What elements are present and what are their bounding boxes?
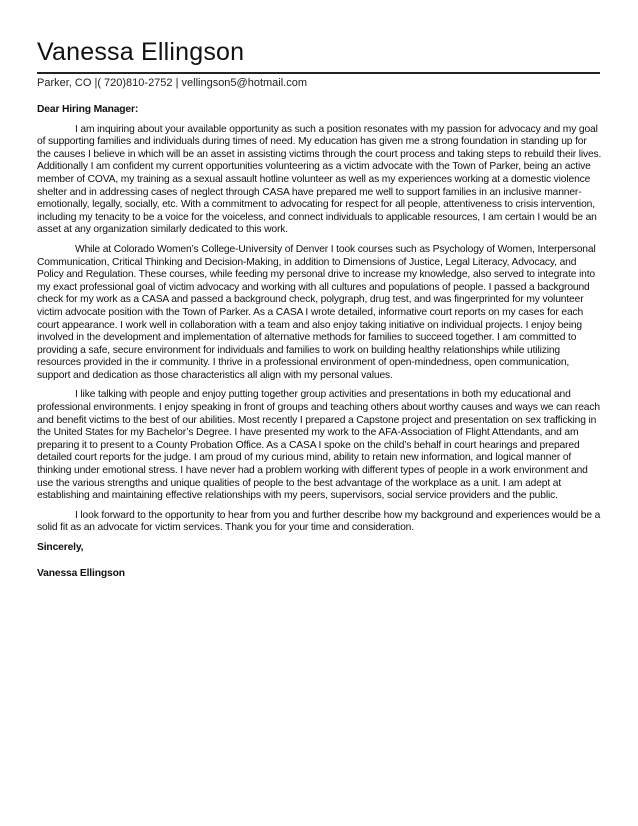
contact-line: Parker, CO |( 720)810-2752 | vellingson5@hotmail.com bbox=[37, 77, 308, 89]
salutation: Dear Hiring Manager: bbox=[37, 104, 139, 115]
closing: Sincerely, bbox=[37, 542, 84, 553]
letter-body bbox=[37, 104, 603, 580]
header-divider bbox=[37, 72, 600, 74]
signature: Vanessa Ellingson bbox=[37, 567, 125, 579]
paragraph-1: I am inquiring about your available opportunity as such a position resonates with my passion for advocacy and my goal of supporting families and individuals during times of need. My education has given me a strong foundation in standing up for the causes I believe in which will be an asset in assisting victims through the court process and taking steps to rebuild their lives. Additionally I am confident my current opportunities volunteering as a victim advocate with the Town of Parker, being an active member of COVA, my training as a sexual assault hotline volunteer as well as my experiences working at a domestic violence shelter and in addressing cases of neglect through CASA have prepared me well to support families in an inclusive manner- emotionally, legally, socially, etc. With a commitment to advocating for respect for all people, attentiveness to crisis intervention, including my tenacity to be a voice for the voiceless, and connect individuals to applicable resources, I am certain I would be an asset at any organization similarly dedicated to this work. bbox=[37, 123, 602, 236]
applicant-name: Vanessa Ellingson bbox=[37, 38, 245, 66]
paragraph-2: While at Colorado Women’s College-University of Denver I took courses such as Psychology of Women, Interpersonal Communication, Critical Thinking and Decision-Making, in addition to Dimensions of Justice, Legal Literacy, Advocacy, and Policy and Regulation. These courses, while feeding my personal drive to increase my knowledge, also served to integrate into my exact professional goal of victim advocacy and working with all cultures and populations of people. I passed a background check for my work as a CASA and passed a background check, polygraph, drug test, and was fingerprinted for my volunteer victim advocate position with the Town of Parker. As a CASA I wrote detailed, informative court reports on my cases for each court appearance. I work well in collaboration with a team and also enjoy taking initiative on individual projects. I enjoy being involved in the development and implementation of alternative methods for families to succeed together. I am committed to providing a safe, secure environment for individuals and families to work on building healthy relationships while utilizing resources provided in the ir community. I thrive in a professional environment of open-mindedness, open communication, support and dedication as those characteristics all align with my personal values. bbox=[37, 243, 596, 381]
paragraph-4: I look forward to the opportunity to hear from you and further describe how my background and experiences would be a solid fit as an advocate for victim services. Thank you for your time and consideration. bbox=[37, 509, 601, 534]
paragraph-3: I like talking with people and enjoy putting together group activities and presentations in both my educational and professional environments. I enjoy speaking in front of groups and teaching others about worthy causes and ways we can reach and benefit victims to the best of our abilities. Most recently I prepared a Capstone project and presentation on sex trafficking in the United States for my Bachelor’s Degree. I have presented my work to the AFA-Association of Flight Attendants, and am preparing it to present to a County Probation Office. As a CASA I spoke on the child’s behalf in court hearings and prepared detailed court reports for the judge. I am proud of my curious mind, ability to retain new information, and logical manner of thinking under emotional stress. I have never had a problem working with different types of people in a work environment and use the various strengths and unique qualities of people to the best advantage of the workplace as a unit. I am adept at establishing and maintaining effective relationships with my peers, supervisors, social service providers and the public. bbox=[37, 389, 600, 502]
